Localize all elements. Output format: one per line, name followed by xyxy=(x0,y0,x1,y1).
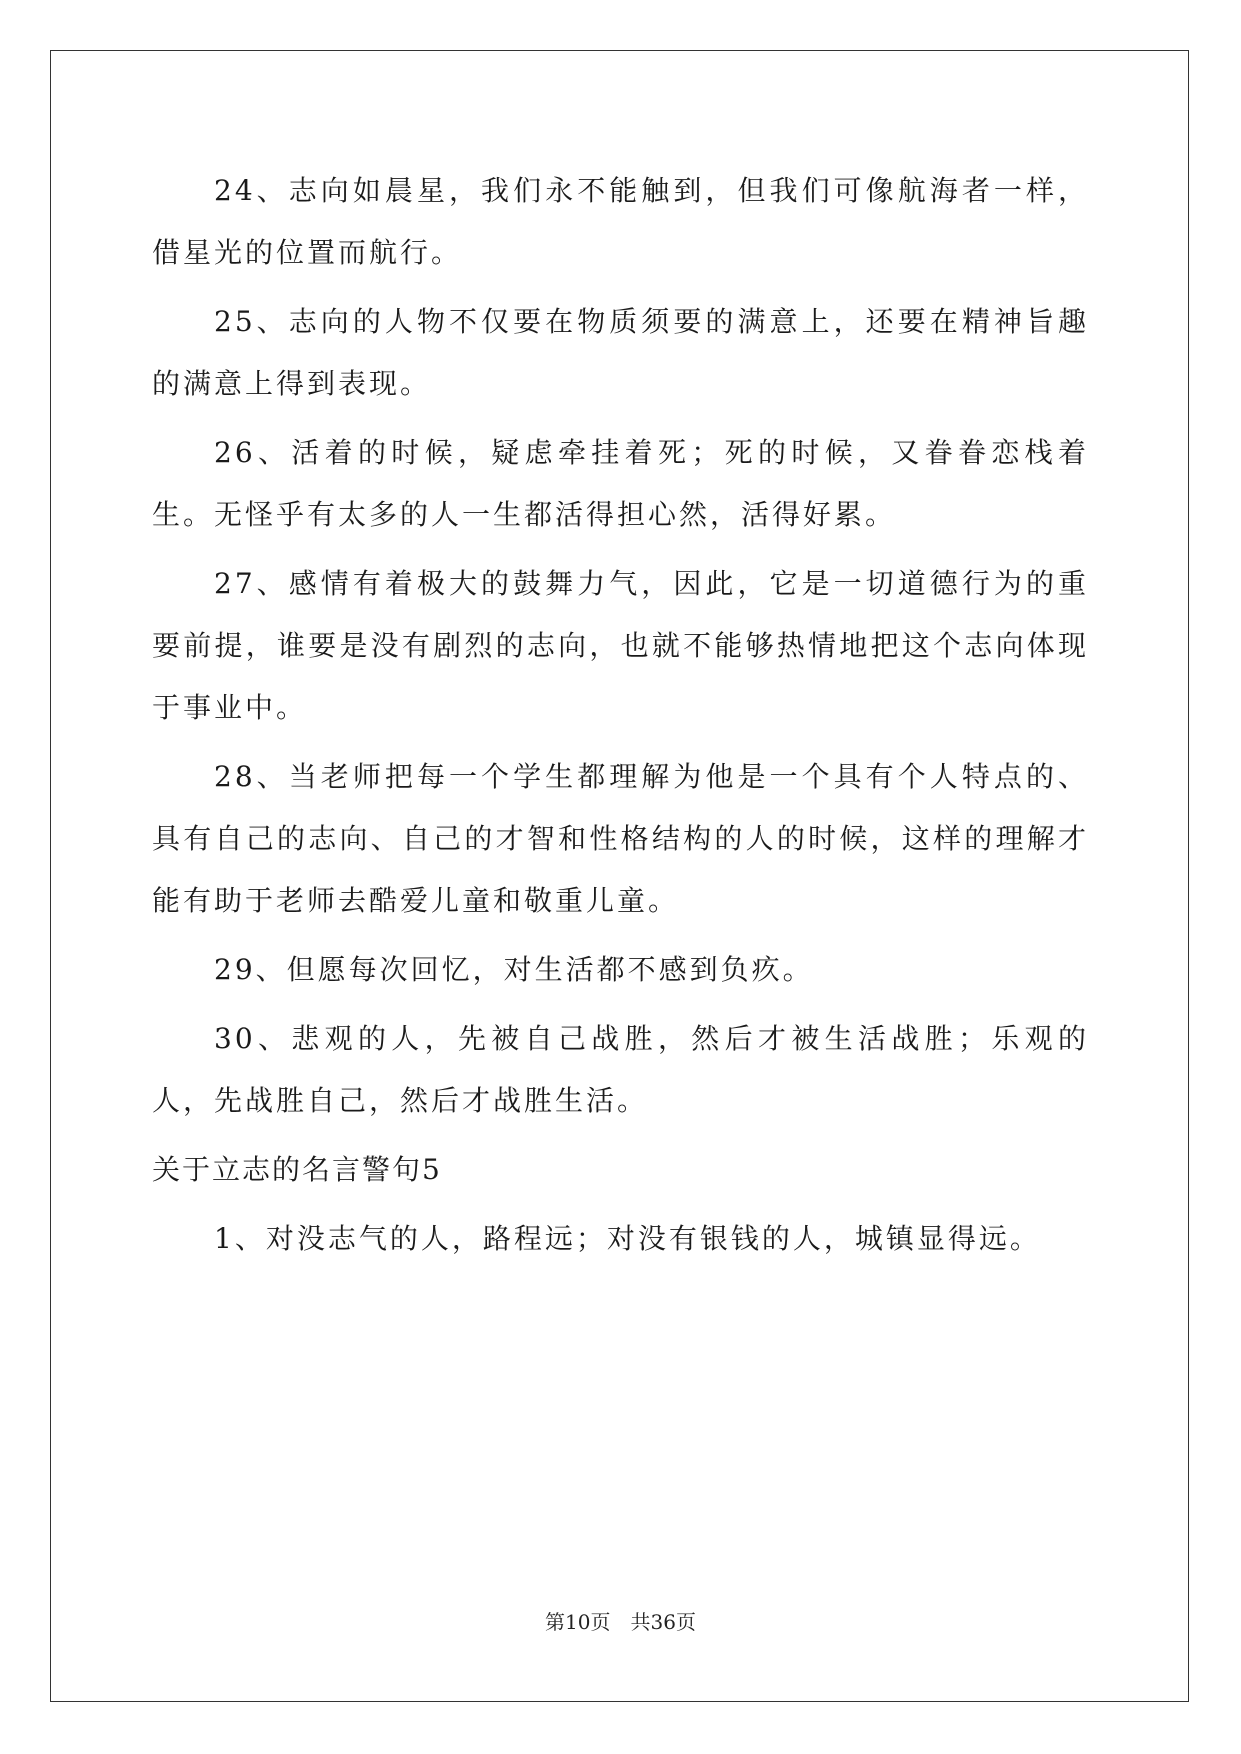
paragraph-25: 25、志向的人物不仅要在物质须要的满意上，还要在精神旨趣的满意上得到表现。 xyxy=(152,305,1089,400)
paragraph-27: 27、感情有着极大的鼓舞力气，因此，它是一切道德行为的重要前提，谁要是没有剧烈的志向，也就不能够热情地把这个志向体现于事业中。 xyxy=(152,567,1089,724)
paragraph-26: 26、活着的时候，疑虑牵挂着死；死的时候，又眷眷恋栈着生。无怪乎有太多的人一生都活得担心然，活得好累。 xyxy=(152,436,1089,531)
page-number-footer: 第10页 共36页 xyxy=(545,1610,696,1634)
section-heading: 关于立志的名言警句5 xyxy=(152,1153,442,1186)
paragraph-30: 30、悲观的人，先被自己战胜，然后才被生活战胜；乐观的人，先战胜自己，然后才战胜生活。 xyxy=(152,1022,1089,1117)
paragraph-29: 29、但愿每次回忆，对生活都不感到负疚。 xyxy=(214,953,814,986)
paragraph-28: 28、当老师把每一个学生都理解为他是一个具有个人特点的、具有自己的志向、自己的才智和性格结构的人的时候，这样的理解才能有助于老师去酷爱儿童和敬重儿童。 xyxy=(152,760,1089,917)
paragraph-24: 24、志向如晨星，我们永不能触到，但我们可像航海者一样，借星光的位置而航行。 xyxy=(152,174,1089,269)
section-paragraph-1: 1、对没志气的人，路程远；对没有银钱的人，城镇显得远。 xyxy=(214,1222,1041,1255)
document-body xyxy=(152,160,1089,1277)
